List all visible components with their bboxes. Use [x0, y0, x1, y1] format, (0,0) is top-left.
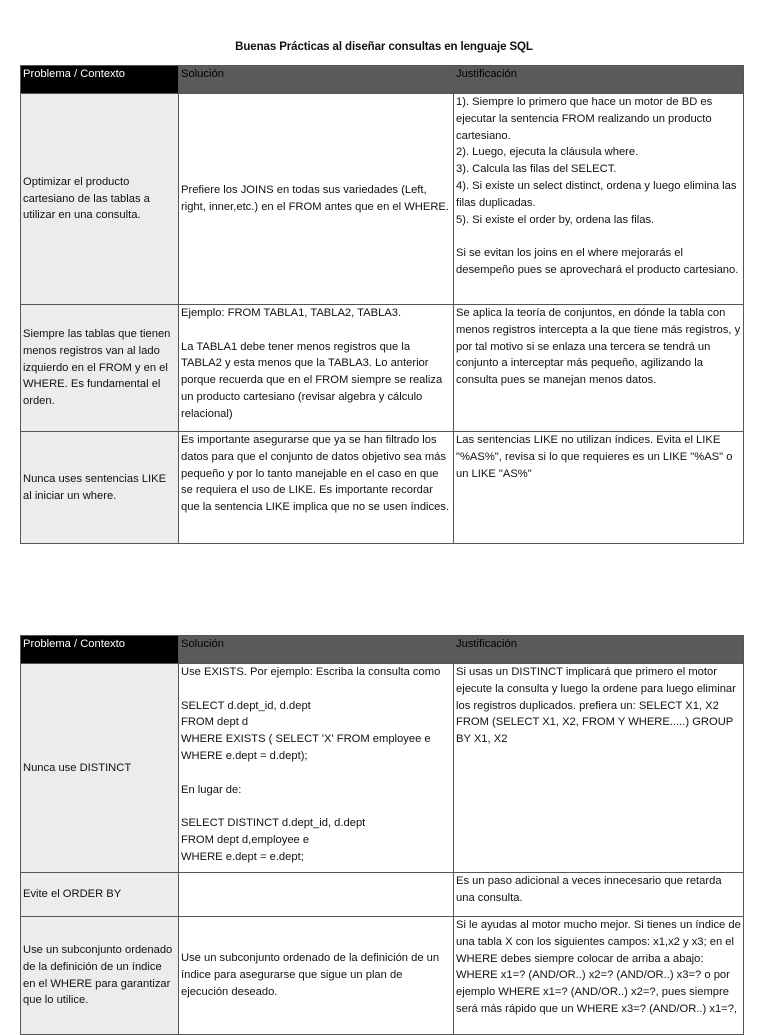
justification-cell: Si le ayudas al motor mucho mejor. Si tienes un índice de una tabla X con los siguientes campos: x1,x2 y x3; en el WHERE debes siempre colocar de arriba a abajo: WHERE x1=? (AND/OR..) x2=? (AND/OR..) x3=? o por ejemplo WHERE x1=? (AND/OR..) x2=?, pues siempre será más rápido que un WHERE x3=? (AND/OR..) x1=?, [454, 917, 744, 1035]
justification-cell: Es un paso adicional a veces innecesario que retarda una consulta. [454, 873, 744, 917]
problem-cell: Optimizar el producto cartesiano de las tablas a utilizar en una consulta. [21, 94, 179, 305]
solution-cell [179, 873, 454, 917]
justification-cell: Si usas un DISTINCT implicará que primero el motor ejecute la consulta y luego la ordene para luego eliminar los registros duplicados. prefiera un: SELECT X1, X2 FROM (SELECT X1, X2, FROM Y WHERE.....) GROUP BY X1, X2 [454, 664, 744, 873]
page-title: Buenas Prácticas al diseñar consultas en lenguaje SQL [235, 41, 533, 53]
table-row [21, 305, 744, 432]
header-solution: Solución [179, 636, 454, 664]
solution-cell: Use un subconjunto ordenado de la definición de un índice para asegurarse que sigue un plan de ejecución deseado. [179, 917, 454, 1035]
justification-cell: Las sentencias LIKE no utilizan índices. Evita el LIKE "%AS%", revisa si lo que requieres es un LIKE "%AS" o un LIKE "AS%" [454, 432, 744, 544]
header-justification: Justificación [454, 66, 744, 94]
table-header-row [21, 66, 744, 94]
header-problem: Problema / Contexto [21, 636, 179, 664]
practices-table-2 [20, 635, 744, 1035]
problem-cell: Nunca use DISTINCT [21, 664, 179, 873]
problem-cell: Use un subconjunto ordenado de la definición de un índice en el WHERE para garantizar que lo utilice. [21, 917, 179, 1035]
table-row [21, 664, 744, 873]
table-row [21, 873, 744, 917]
justification-cell: 1). Siempre lo primero que hace un motor de BD es ejecutar la sentencia FROM realizando un producto cartesiano. 2). Luego, ejecuta la cláusula where. 3). Calcula las filas del SELECT. 4). Si existe un select distinct, ordena y luego elimina las filas duplicadas. 5). Si existe el order by, ordena las filas. Si se evitan los joins en el where mejorarás el desempeño pues se aprovechará el producto cartesiano. [454, 94, 744, 305]
table-header-row [21, 636, 744, 664]
solution-cell: Es importante asegurarse que ya se han filtrado los datos para que el conjunto de datos objetivo sea más pequeño y por lo tanto manejable en el caso en que se requiera el uso de LIKE. Es importante recordar que la sentencia LIKE implica que no se usen índices. [179, 432, 454, 544]
solution-cell: Ejemplo: FROM TABLA1, TABLA2, TABLA3. La TABLA1 debe tener menos registros que la TABLA2 y esta menos que la TABLA3. Lo anterior porque recuerda que en el FROM siempre se realiza un producto cartesiano (revisar algebra y cálculo relacional) [179, 305, 454, 432]
problem-cell: Siempre las tablas que tienen menos registros van al lado izquierdo en el FROM y en el WHERE. Es fundamental el orden. [21, 305, 179, 432]
header-problem: Problema / Contexto [21, 66, 179, 94]
table-row [21, 917, 744, 1035]
solution-cell: Use EXISTS. Por ejemplo: Escriba la consulta como SELECT d.dept_id, d.dept FROM dept d WHERE EXISTS ( SELECT 'X' FROM employee e WHERE e.dept = d.dept); En lugar de: SELECT DISTINCT d.dept_id, d.dept FROM dept d,employee e WHERE e.dept = e.dept; [179, 664, 454, 873]
solution-cell: Prefiere los JOINS en todas sus variedades (Left, right, inner,etc.) en el FROM antes que en el WHERE. [179, 94, 454, 305]
problem-cell: Evite el ORDER BY [21, 873, 179, 917]
practices-table-1 [20, 65, 744, 544]
table-row [21, 432, 744, 544]
header-solution: Solución [179, 66, 454, 94]
justification-cell: Se aplica la teoría de conjuntos, en dónde la tabla con menos registros intercepta a la que tiene más registros, y por tal motivo si se enlaza una tercera se tendrá un conjunto a interceptar más pequeño, agilizando la consulta pues se manejan menos datos. [454, 305, 744, 432]
table-row [21, 94, 744, 305]
header-justification: Justificación [454, 636, 744, 664]
problem-cell: Nunca uses sentencias LIKE al iniciar un where. [21, 432, 179, 544]
